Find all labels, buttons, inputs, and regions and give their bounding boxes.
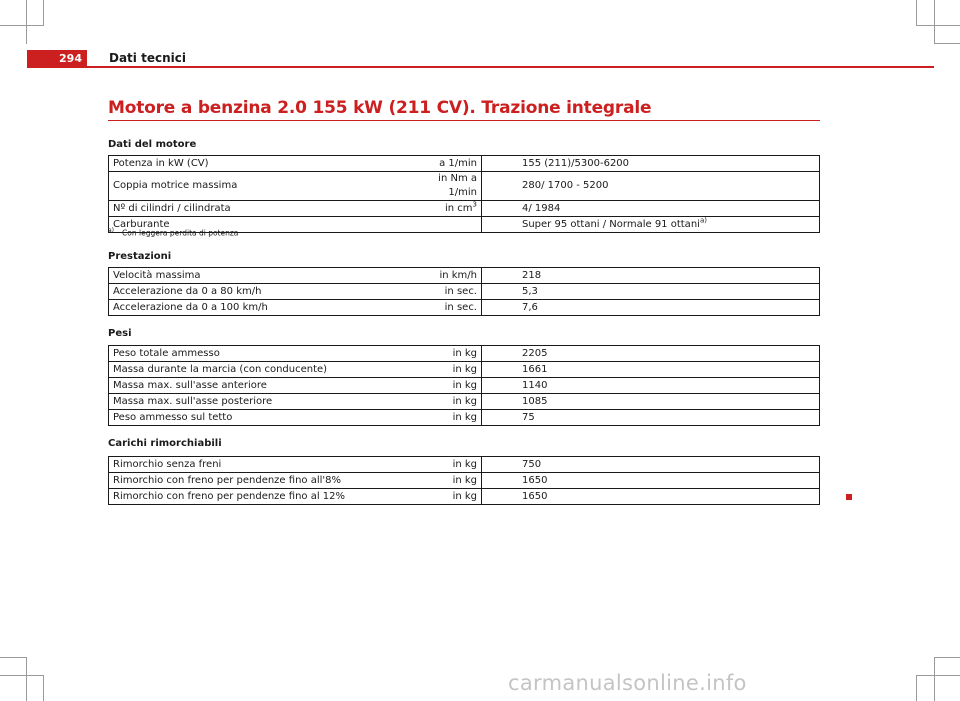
- section-end-square-icon: [846, 494, 852, 500]
- row-value: 75: [482, 410, 820, 426]
- row-value: 1650: [482, 473, 820, 489]
- table-row: [109, 268, 820, 284]
- footnote-mark: a): [108, 227, 115, 234]
- engine-data-table: [108, 155, 820, 233]
- row-label: Accelerazione da 0 a 80 km/h: [109, 284, 414, 300]
- row-label: Rimorchio con freno per pendenze fino all'8%: [109, 473, 414, 489]
- row-label: Rimorchio senza freni: [109, 457, 414, 473]
- weights-table: [108, 345, 820, 426]
- table-row: [109, 362, 820, 378]
- table-row: [109, 378, 820, 394]
- crop-mark-top-right-h: [916, 25, 960, 26]
- row-label: Peso ammesso sul tetto: [109, 410, 414, 426]
- row-unit: in kg: [413, 489, 482, 505]
- crop-mark-bottom-right-h: [916, 675, 960, 676]
- table-row: [109, 394, 820, 410]
- table-row: [109, 156, 820, 172]
- row-unit: in kg: [413, 410, 482, 426]
- crop-mark-bottom-right-h2: [934, 657, 960, 658]
- section-label-engine: Dati del motore: [108, 139, 197, 150]
- title-rule: [108, 120, 820, 121]
- footnote-text: Con leggera perdita di potenza: [122, 228, 239, 238]
- row-unit: in sec.: [413, 300, 482, 316]
- table-row: [109, 473, 820, 489]
- crop-mark-top-right-v2: [916, 0, 917, 26]
- crop-mark-top-right-h2: [934, 43, 960, 44]
- row-value: 218: [482, 268, 820, 284]
- crop-mark-bottom-right-v2: [916, 675, 917, 701]
- trailers-table: [108, 456, 820, 505]
- row-unit: in kg: [413, 394, 482, 410]
- row-label: Coppia motrice massima: [109, 172, 414, 201]
- row-label: Velocità massima: [109, 268, 414, 284]
- row-value: 5,3: [482, 284, 820, 300]
- row-unit: in kg: [413, 473, 482, 489]
- row-value: 750: [482, 457, 820, 473]
- table-row: [109, 346, 820, 362]
- footnote-reference: a): [699, 216, 707, 225]
- table-row: [109, 457, 820, 473]
- row-value: [482, 217, 820, 233]
- page-title: Motore a benzina 2.0 155 kW (211 CV). Trazione integrale: [108, 98, 652, 118]
- row-unit: [413, 217, 482, 233]
- unit-text: in cm: [444, 202, 473, 214]
- row-label: Massa max. sull'asse posteriore: [109, 394, 414, 410]
- row-value: 4/ 1984: [482, 201, 820, 217]
- crop-mark-bottom-left-h: [0, 675, 44, 676]
- row-label: Potenza in kW (CV): [109, 156, 414, 172]
- table-row: [109, 284, 820, 300]
- row-value: 1140: [482, 378, 820, 394]
- row-label: Nº di cilindri / cilindrata: [109, 201, 414, 217]
- running-header-title: Dati tecnici: [109, 51, 186, 65]
- section-label-weights: Pesi: [108, 328, 132, 339]
- performance-table: [108, 267, 820, 316]
- unit-superscript: 3: [472, 200, 477, 209]
- crop-mark-bottom-left-h2: [0, 657, 26, 658]
- crop-mark-top-left-v: [26, 0, 27, 44]
- row-value: 1085: [482, 394, 820, 410]
- crop-mark-top-left-v2: [43, 0, 44, 26]
- row-unit: in sec.: [413, 284, 482, 300]
- table-row: [109, 172, 820, 201]
- row-unit: in kg: [413, 362, 482, 378]
- row-unit: in kg: [413, 346, 482, 362]
- table-row: [109, 489, 820, 505]
- row-unit: [413, 201, 482, 217]
- row-value: 1650: [482, 489, 820, 505]
- row-unit: in Nm a 1/min: [413, 172, 482, 201]
- row-label: Rimorchio con freno per pendenze fino al 12%: [109, 489, 414, 505]
- row-value: 1661: [482, 362, 820, 378]
- row-label: Accelerazione da 0 a 100 km/h: [109, 300, 414, 316]
- section-label-trailers: Carichi rimorchiabili: [108, 438, 222, 449]
- crop-mark-bottom-left-v: [26, 657, 27, 701]
- header-rule: [27, 66, 934, 68]
- table-row: [109, 201, 820, 217]
- row-value: 155 (211)/5300-6200: [482, 156, 820, 172]
- watermark: carmanualsonline.info: [508, 671, 747, 695]
- crop-mark-bottom-left-v2: [43, 675, 44, 701]
- row-value: 7,6: [482, 300, 820, 316]
- page-number-badge: 294: [27, 50, 87, 67]
- table-row: [109, 410, 820, 426]
- row-unit: in kg: [413, 378, 482, 394]
- row-label: Carburante: [109, 217, 414, 233]
- row-value: 280/ 1700 - 5200: [482, 172, 820, 201]
- row-value: 2205: [482, 346, 820, 362]
- row-label: Massa durante la marcia (con conducente): [109, 362, 414, 378]
- crop-mark-top-right-v: [934, 0, 935, 44]
- footnote: [108, 227, 238, 238]
- crop-mark-top-left-h: [0, 25, 44, 26]
- row-unit: a 1/min: [413, 156, 482, 172]
- crop-mark-bottom-right-v: [934, 657, 935, 701]
- value-text: Super 95 ottani / Normale 91 ottani: [522, 218, 700, 230]
- row-unit: in km/h: [413, 268, 482, 284]
- row-label: Peso totale ammesso: [109, 346, 414, 362]
- section-label-performance: Prestazioni: [108, 251, 172, 262]
- table-row: [109, 300, 820, 316]
- row-unit: in kg: [413, 457, 482, 473]
- row-label: Massa max. sull'asse anteriore: [109, 378, 414, 394]
